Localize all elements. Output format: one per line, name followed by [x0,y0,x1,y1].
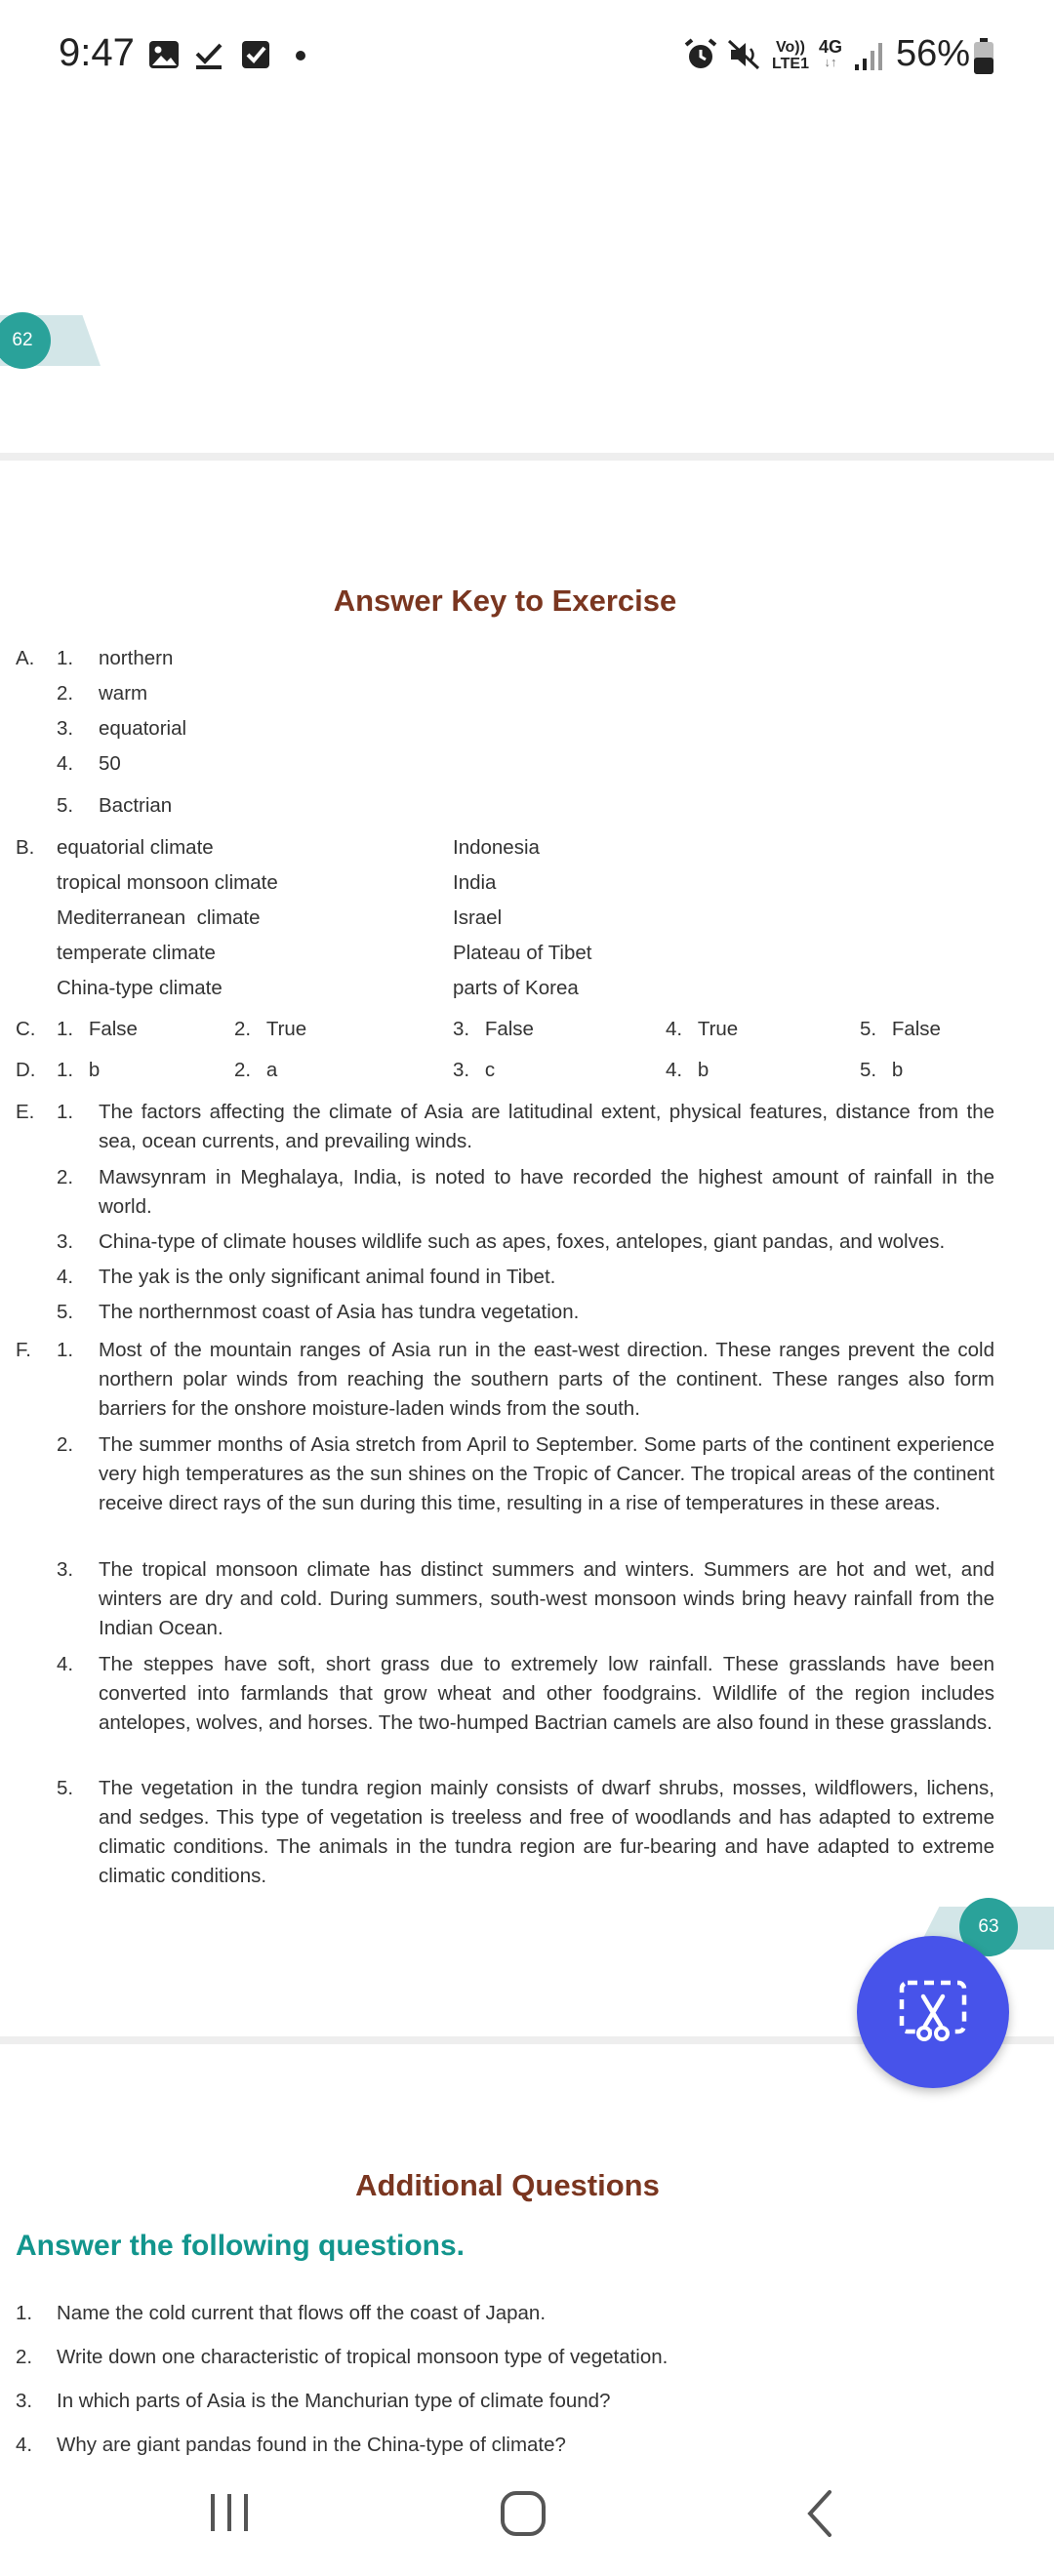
answer-paragraph: China-type of climate houses wildlife such as apes, foxes, antelopes, giant pandas, and wolves. [99,1230,946,1253]
section-c-label: C. [16,1018,36,1040]
item-number: 3. [57,1230,74,1253]
list-item: 5. b [860,1059,904,1081]
item-number: 3. [16,2390,33,2412]
page-number-63: 63 [959,1898,1018,1956]
match-place: India [453,871,497,894]
section-f-label: F. [16,1339,31,1361]
download-check-icon [193,39,224,70]
battery-percent: 56% [896,33,971,74]
item-number: 3. [57,1558,74,1581]
alarm-icon [683,37,718,72]
answer-paragraph: Most of the mountain ranges of Asia run in the east-west direction. These ranges prevent the cold northern polar winds from reaching the southern parts of the continent. These ranges also form barriers for the onshore moisture-laden winds from the south. [99,1339,994,1420]
section-e-label: E. [16,1101,35,1123]
page-number-62: 62 [0,312,51,369]
list-item: 3. equatorial [57,717,187,740]
list-item: 2. warm [57,682,148,704]
page-separator [0,453,1054,461]
list-item: 2. a [234,1059,278,1081]
answer-paragraph: The tropical monsoon climate has distinct summers and winters. Summers are hot and wet, and winters are dry and cold. During summers, south-west monsoon winds bring heavy rainfall from the Indian Ocean. [99,1558,994,1639]
gallery-icon [148,39,180,70]
list-item: 4. 50 [57,752,121,775]
match-climate: Mediterranean climate [57,906,261,929]
answer-following-subtitle: Answer the following questions. [16,2230,466,2262]
mute-icon [727,37,762,72]
list-item: 2. True [234,1018,307,1040]
list-item: 1. northern [57,647,174,669]
section-d-label: D. [16,1059,36,1081]
item-number: 2. [57,1433,74,1456]
list-item: 1. b [57,1059,101,1081]
question-text: In which parts of Asia is the Manchurian type of climate found? [57,2390,611,2412]
match-climate: equatorial climate [57,836,214,859]
volte-indicator: Vo)) LTE1 [772,39,809,72]
answer-paragraph: The yak is the only significant animal found in Tibet. [99,1266,556,1288]
signal-icon [853,39,886,72]
back-button[interactable] [800,2488,839,2539]
status-bar [0,0,1054,117]
item-number: 4. [57,1266,74,1288]
list-item: 3. False [453,1018,534,1040]
home-button[interactable] [498,2488,548,2539]
list-item: 5. False [860,1018,941,1040]
item-number: 5. [57,1301,74,1323]
list-item: 5. Bactrian [57,794,173,817]
match-place: Plateau of Tibet [453,942,592,964]
answer-paragraph: The steppes have soft, short grass due to extremely low rainfall. These grasslands have been converted into farmlands that grow wheat and other foodgrains. Wildlife of the region includes antelopes, wolves, and horses. The two-humped Bactrian camels are also found in these grasslands. [99,1653,994,1734]
screenshot-fab-button[interactable] [857,1936,1009,2088]
list-item: 4. True [666,1018,739,1040]
item-number: 2. [57,1166,74,1188]
answer-paragraph: The factors affecting the climate of Asia are latitudinal extent, physical features, distance from the sea, ocean currents, and prevailing winds. [99,1101,994,1152]
additional-questions-title: Additional Questions [355,2168,660,2202]
match-climate: temperate climate [57,942,216,964]
list-item: 3. c [453,1059,496,1081]
item-number: 2. [16,2346,33,2368]
data-arrows-icon: ↓↑ [824,55,837,69]
answer-paragraph: The northernmost coast of Asia has tundra vegetation. [99,1301,580,1323]
list-item: 4. b [666,1059,709,1081]
recent-apps-button[interactable] [205,2488,254,2537]
answer-paragraph: Mawsynram in Meghalaya, India, is noted to have recorded the highest amount of rainfall in the world. [99,1166,994,1218]
question-text: Write down one characteristic of tropical monsoon type of vegetation. [57,2346,669,2368]
match-place: parts of Korea [453,977,579,999]
list-item: 1. False [57,1018,138,1040]
battery-icon [972,37,995,76]
match-climate: China-type climate [57,977,223,999]
answer-key-title: Answer Key to Exercise [333,584,677,618]
screenshot-scissors-icon [898,1977,968,2047]
section-b-label: B. [16,836,35,859]
match-place: Israel [453,906,503,929]
answer-paragraph: The vegetation in the tundra region mainly consists of dwarf shrubs, mosses, wildflowers, lichens, and sedges. This type of vegetation is treeless and free of woodlands and has adapted to extreme climatic conditions. The animals in the tundra region are fur-bearing and have adapted to extreme climatic conditions. [99,1777,994,1887]
section-a-label: A. [16,647,35,669]
question-text: Name the cold current that flows off the coast of Japan. [57,2302,547,2324]
answer-paragraph: The summer months of Asia stretch from April to September. Some parts of the continent experience very high temperatures as the sun shines on the Tropic of Cancer. The tropical areas of the continent receive direct rays of the sun during this time, resulting in a rise of temperatures in these areas. [99,1433,994,1514]
item-number: 1. [57,1101,74,1123]
network-type-indicator: 4G ↓↑ [816,39,845,69]
item-number: 4. [57,1653,74,1675]
match-place: Indonesia [453,836,540,859]
question-text: Why are giant pandas found in the China-type of climate? [57,2434,566,2456]
notification-dot-icon [296,51,305,60]
navigation-bar [0,2459,1054,2576]
item-number: 1. [57,1339,74,1361]
match-climate: tropical monsoon climate [57,871,278,894]
item-number: 4. [16,2434,33,2456]
item-number: 1. [16,2302,33,2324]
item-number: 5. [57,1777,74,1799]
checkbox-icon [240,39,271,70]
status-time: 9:47 [59,31,135,74]
